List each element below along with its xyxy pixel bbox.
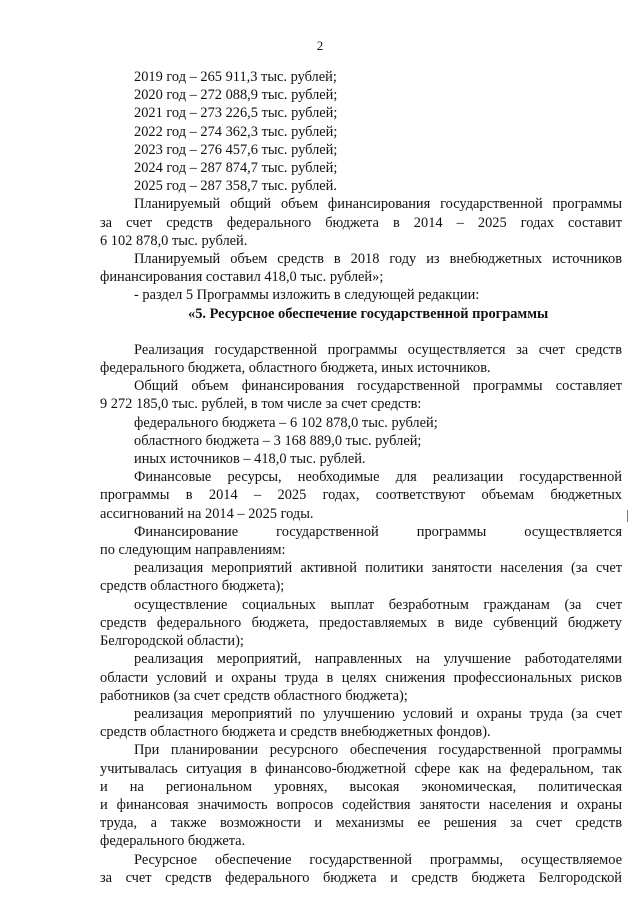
paragraph-line: за счет средств федерального бюджета и средств бюджета Белгородской — [100, 869, 622, 886]
paragraph-line: и на региональном уровнях, высокая экономическая, политическая — [100, 778, 622, 795]
margin-mark — [627, 510, 634, 522]
year-line: 2019 год – 265 911,3 тыс. рублей; — [134, 69, 337, 85]
paragraph-line: федерального бюджета, областного бюджета, иных источников. — [100, 360, 491, 377]
paragraph-line: реализация мероприятий по улучшению условий и охраны труда (за счет — [134, 705, 622, 722]
document-body — [100, 68, 622, 887]
paragraph-line: средств федерального бюджета, предоставляемых в виде субвенций бюджету — [100, 614, 622, 631]
paragraph-line: реализация мероприятий активной политики занятости населения (за счет — [134, 560, 622, 577]
year-line: 2021 год – 273 226,5 тыс. рублей; — [134, 105, 338, 122]
paragraph-line: Реализация государственной программы осуществляется за счет средств — [134, 341, 622, 358]
year-line: 2025 год – 287 358,7 тыс. рублей. — [134, 178, 337, 195]
year-line: 2023 год – 276 457,6 тыс. рублей; — [134, 141, 338, 158]
paragraph-line: федерального бюджета – 6 102 878,0 тыс. рублей; — [134, 414, 438, 431]
paragraph-line: осуществление социальных выплат безработным гражданам (за счет — [134, 596, 622, 613]
paragraph-line: При планировании ресурсного обеспечения государственной программы — [134, 742, 622, 759]
paragraph-line: области условий и охраны труда в целях снижения профессиональных рисков — [100, 669, 622, 686]
year-line: 2024 год – 287 874,7 тыс. рублей; — [134, 160, 338, 177]
paragraph-line: программы в 2014 – 2025 годах, соответствуют объемам бюджетных — [100, 487, 622, 504]
paragraph-line: труда, а также возможности и механизмы ее решения за счет средств — [100, 815, 622, 832]
paragraph-line: финансирования составил 418,0 тыс. рублей»; — [100, 269, 384, 286]
paragraph-line: средств областного бюджета и средств внебюджетных фондов). — [100, 724, 491, 741]
paragraph-line: - раздел 5 Программы изложить в следующей редакции: — [134, 287, 480, 304]
paragraph-line: ассигнований на 2014 – 2025 годы. — [100, 505, 314, 522]
section-heading: «5. Ресурсное обеспечение государственной программы — [188, 305, 549, 322]
paragraph-line: учитывалась ситуация в финансово-бюджетной сфере как на федеральном, так — [100, 760, 622, 777]
paragraph-line: областного бюджета – 3 168 889,0 тыс. рублей; — [134, 432, 422, 449]
paragraph-line: федерального бюджета. — [100, 833, 246, 850]
paragraph-line: иных источников – 418,0 тыс. рублей. — [134, 451, 366, 468]
paragraph-line: 6 102 878,0 тыс. рублей. — [100, 232, 248, 249]
paragraph-line: реализация мероприятий, направленных на улучшение работодателями — [134, 651, 622, 668]
paragraph-line: Финансовые ресурсы, необходимые для реализации государственной — [134, 469, 622, 486]
paragraph-line: и финансовая значимость вопросов содействия занятости населения и охраны — [100, 796, 622, 813]
paragraph-line: средств областного бюджета); — [100, 578, 285, 595]
year-line: 2022 год – 274 362,3 тыс. рублей; — [134, 123, 338, 140]
paragraph-line: Белгородской области); — [100, 633, 244, 650]
year-line: 2020 год – 272 088,9 тыс. рублей; — [134, 87, 338, 104]
paragraph-line: Ресурсное обеспечение государственной программы, осуществляемое — [134, 851, 622, 868]
paragraph-line: Общий объем финансирования государственной программы составляет — [134, 378, 622, 395]
paragraph-line: по следующим направлениям: — [100, 542, 286, 559]
paragraph-line: за счет средств федерального бюджета в 2014 – 2025 годах составит — [100, 214, 622, 231]
page-number: 2 — [316, 38, 324, 53]
paragraph-line: Финансирование государственной программы осуществляется — [134, 523, 622, 540]
paragraph-line: Планируемый объем средств в 2018 году из внебюджетных источников — [134, 251, 622, 268]
paragraph-line: работников (за счет средств областного бюджета); — [100, 687, 408, 704]
paragraph-line: Планируемый общий объем финансирования государственной программы — [134, 196, 622, 213]
paragraph-line: 9 272 185,0 тыс. рублей, в том числе за счет средств: — [100, 396, 422, 413]
